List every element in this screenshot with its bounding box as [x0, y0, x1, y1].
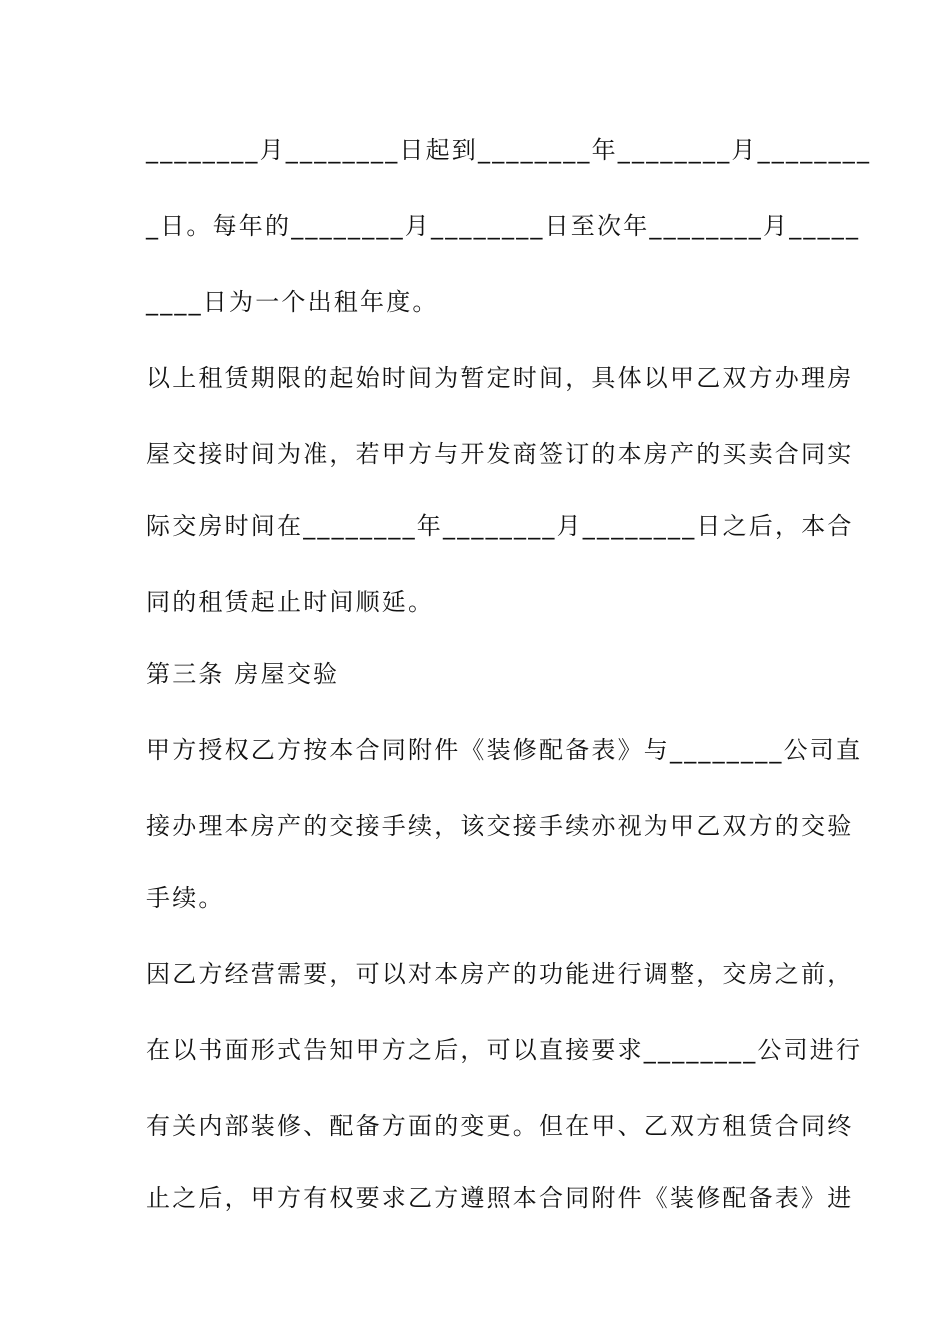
text-line: 有关内部装修、配备方面的变更。但在甲、乙双方租赁合同终	[146, 1112, 854, 1140]
text-line: ________月________日起到________年________月________	[146, 136, 872, 164]
text-line: ____日为一个出租年度。	[146, 288, 439, 316]
text-line: 因乙方经营需要，可以对本房产的功能进行调整，交房之前，	[146, 960, 854, 988]
text-line: 止之后，甲方有权要求乙方遵照本合同附件《装修配备表》进	[146, 1184, 854, 1212]
text-line: 手续。	[146, 884, 225, 912]
text-line: 同的租赁起止时间顺延。	[146, 588, 435, 616]
text-line: 屋交接时间为准，若甲方与开发商签订的本房产的买卖合同实	[146, 440, 854, 468]
text-line: 际交房时间在________年________月________日之后，本合	[146, 512, 854, 540]
text-line: 在以书面形式告知甲方之后，可以直接要求________公司进行	[146, 1036, 863, 1064]
text-line: 以上租赁期限的起始时间为暂定时间，具体以甲乙双方办理房	[146, 364, 854, 392]
text-line: _日。每年的________月________日至次年________月_____	[146, 212, 861, 240]
section-heading: 第三条 房屋交验	[146, 660, 340, 688]
text-line: 接办理本房产的交接手续，该交接手续亦视为甲乙双方的交验	[146, 812, 854, 840]
text-line: 甲方授权乙方按本合同附件《装修配备表》与________公司直	[146, 736, 863, 764]
